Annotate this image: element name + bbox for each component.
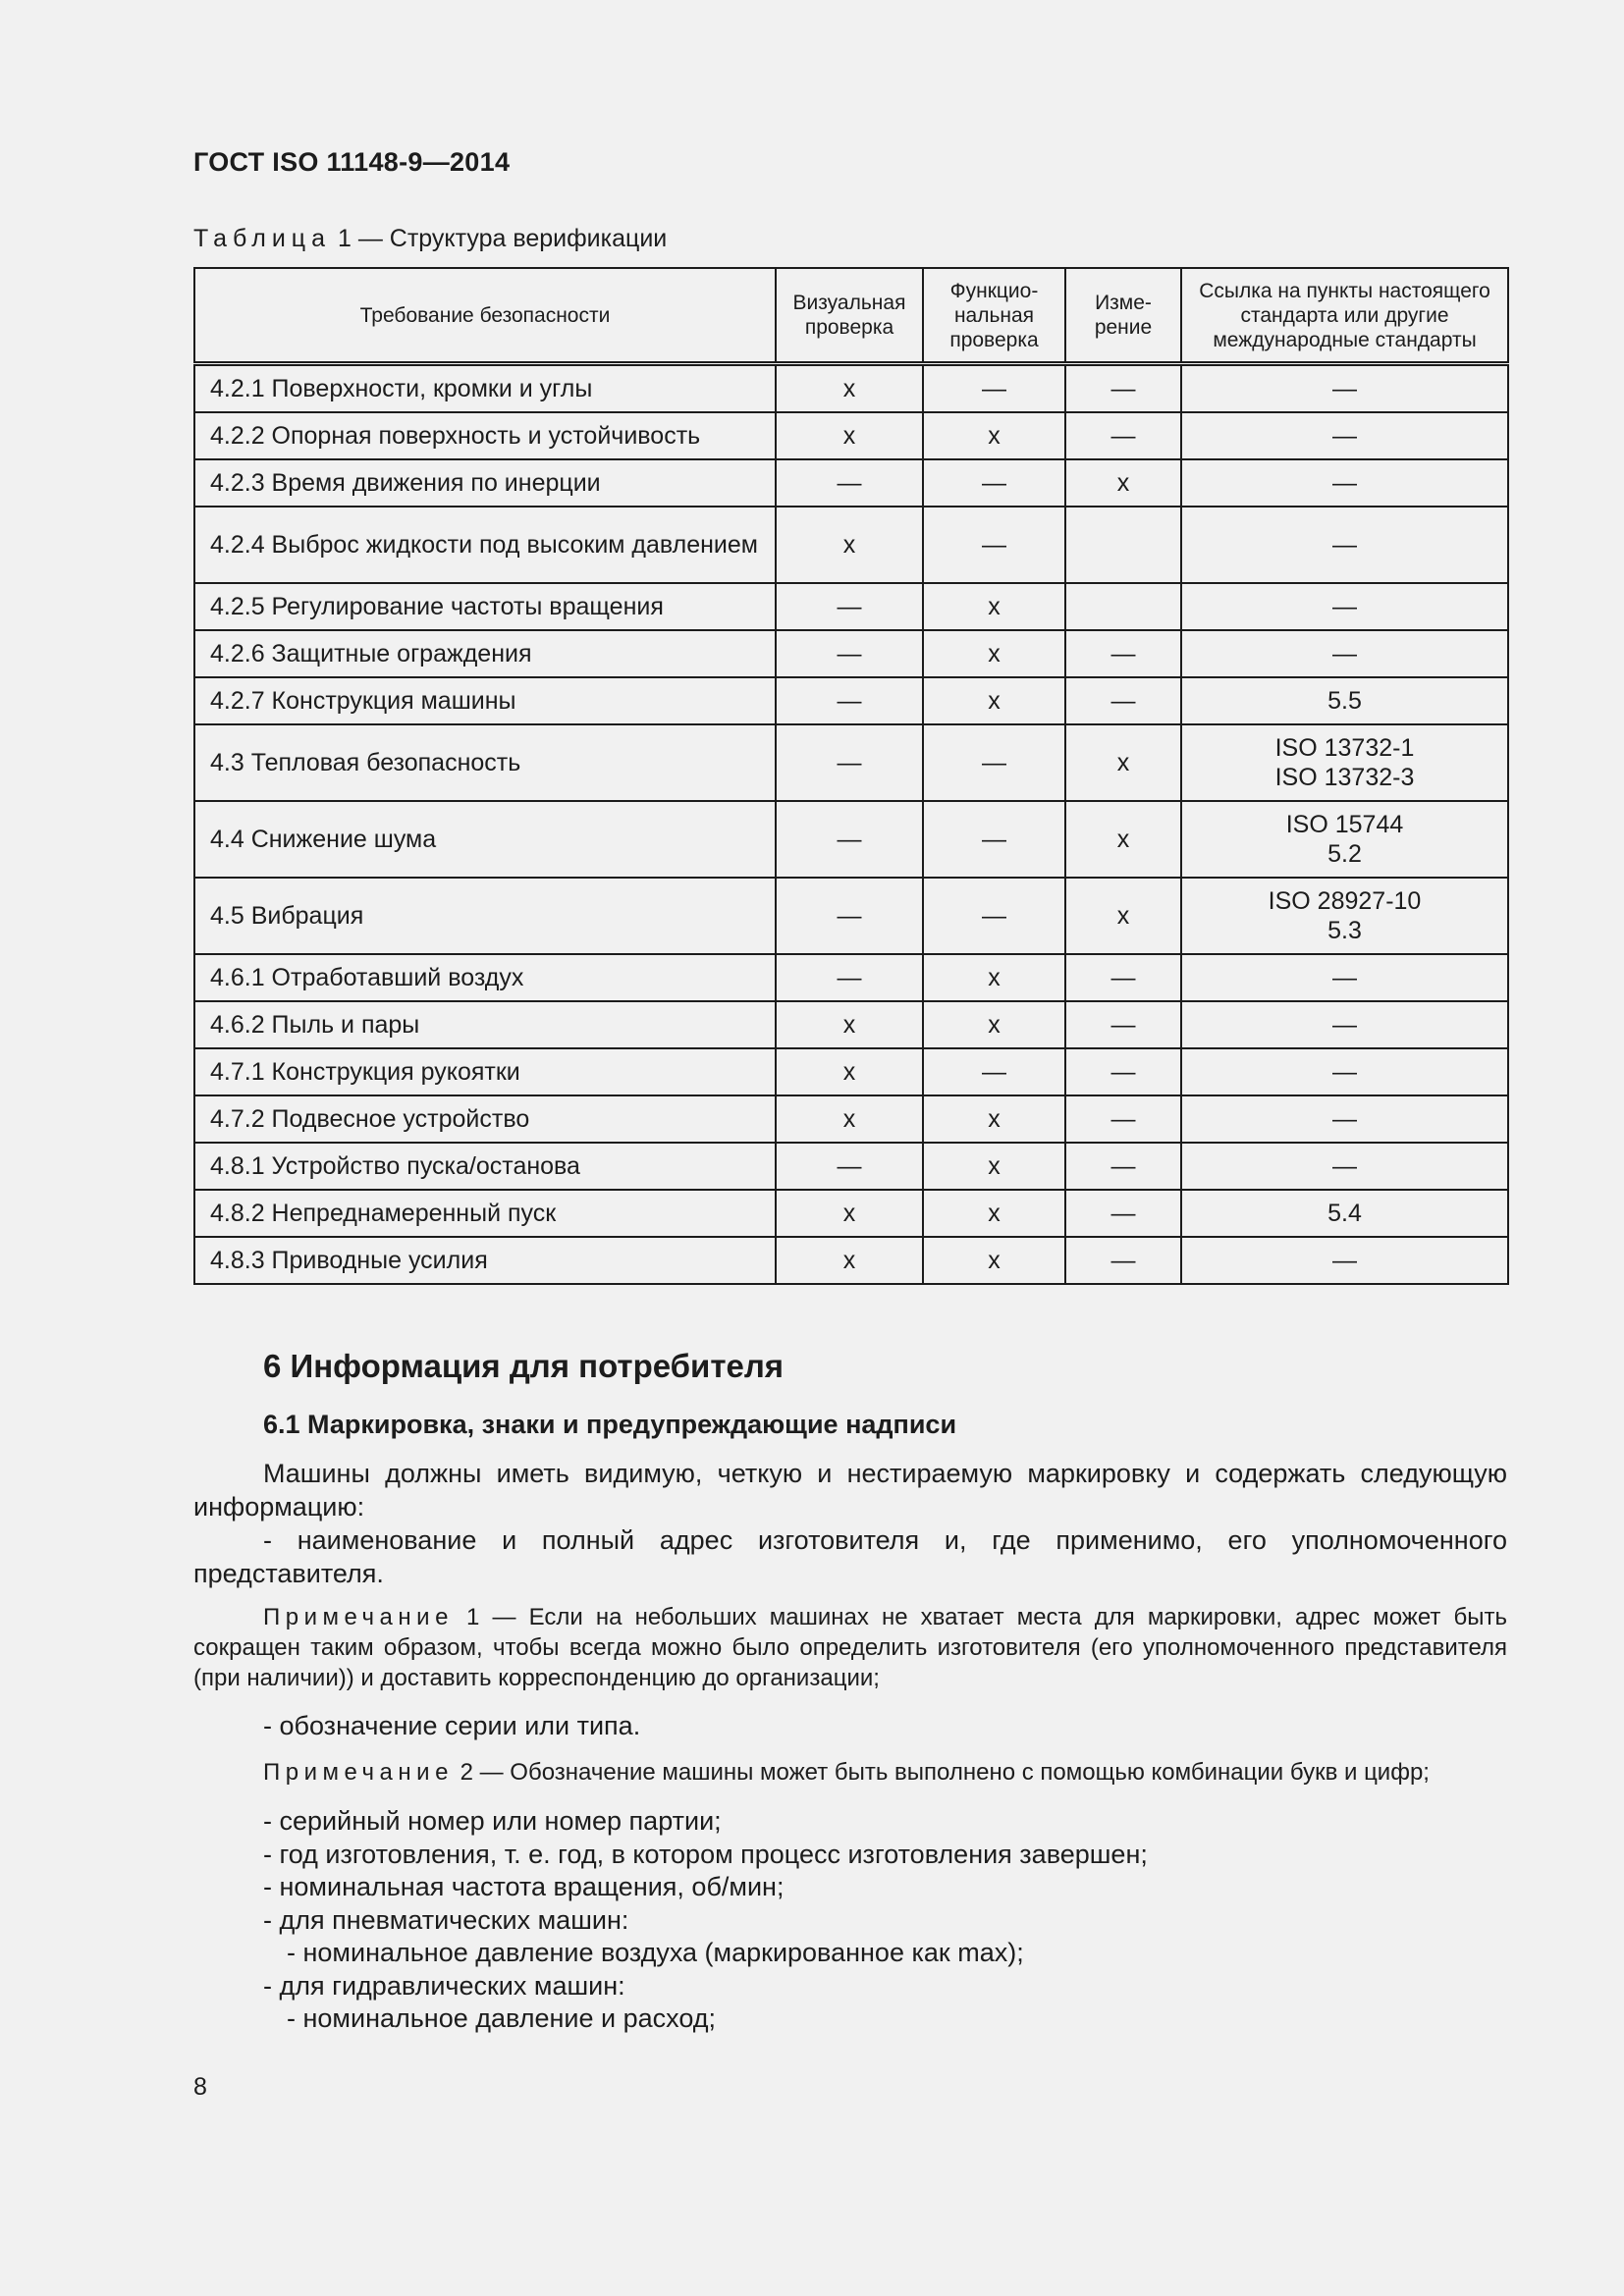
section-title: 6 Информация для потребителя <box>263 1348 785 1384</box>
page-number: 8 <box>193 2073 207 2101</box>
subsection-title: 6.1 Маркировка, знаки и предупреждающие надписи <box>263 1410 957 1439</box>
reference-line: ISO 15744 <box>1285 811 1404 838</box>
cell-functional: x <box>923 1001 1065 1048</box>
table-row <box>194 583 1508 630</box>
col-header-reference: Ссылка на пункты настоящего стандарта или другие международные стандарты <box>1181 268 1508 364</box>
cell-reference <box>1181 630 1508 677</box>
cell-measurement: — <box>1065 630 1181 677</box>
cell-measurement: — <box>1065 1237 1181 1284</box>
reference-line: — <box>1332 1247 1357 1274</box>
table-row <box>194 507 1508 583</box>
cell-reference <box>1181 583 1508 630</box>
cell-visual: — <box>776 583 923 630</box>
cell-measurement: — <box>1065 1190 1181 1237</box>
cell-requirement: 4.2.6 Защитные ограждения <box>194 630 776 677</box>
cell-visual: — <box>776 724 923 801</box>
cell-reference <box>1181 1048 1508 1095</box>
table-row <box>194 878 1508 954</box>
cell-reference <box>1181 1190 1508 1237</box>
cell-measurement: — <box>1065 1001 1181 1048</box>
cell-measurement: x <box>1065 801 1181 878</box>
table-header-row <box>194 268 1508 364</box>
cell-functional: x <box>923 1143 1065 1190</box>
note-2-text: 2 — Обозначение машины может быть выполнено с помощью комбинации букв и цифр; <box>453 1759 1430 1786</box>
cell-functional: x <box>923 583 1065 630</box>
cell-measurement: x <box>1065 878 1181 954</box>
cell-visual: — <box>776 459 923 507</box>
reference-line: — <box>1332 964 1357 991</box>
note-2 <box>263 1757 1507 1788</box>
cell-functional: x <box>923 677 1065 724</box>
table-row <box>194 954 1508 1001</box>
cell-requirement: 4.6.2 Пыль и пары <box>194 1001 776 1048</box>
cell-requirement: 4.8.3 Приводные усилия <box>194 1237 776 1284</box>
paragraph-intro: Машины должны иметь видимую, четкую и нестираемую маркировку и содержать следующую информацию: <box>193 1459 1507 1522</box>
reference-line: — <box>1332 1152 1357 1180</box>
cell-functional: — <box>923 801 1065 878</box>
note-2-label: Примечание <box>263 1759 454 1786</box>
table-row <box>194 1095 1508 1143</box>
cell-visual: — <box>776 801 923 878</box>
cell-functional: x <box>923 1237 1065 1284</box>
table-row <box>194 630 1508 677</box>
reference-line: 5.2 <box>1327 840 1362 868</box>
reference-line: — <box>1332 375 1357 402</box>
list-item: - год изготовления, т. е. год, в котором процесс изготовления завершен; <box>263 1840 1148 1869</box>
cell-functional: x <box>923 412 1065 459</box>
list-subitem: - номинальное давление и расход; <box>287 2003 717 2033</box>
cell-requirement: 4.8.2 Непреднамеренный пуск <box>194 1190 776 1237</box>
table-row <box>194 1001 1508 1048</box>
col-header-visual: Визуальная проверка <box>776 268 923 364</box>
table-caption-label: Таблица <box>193 225 332 252</box>
cell-functional: x <box>923 1095 1065 1143</box>
cell-measurement <box>1065 507 1181 583</box>
cell-visual: x <box>776 364 923 413</box>
cell-requirement: 4.3 Тепловая безопасность <box>194 724 776 801</box>
cell-functional: — <box>923 364 1065 413</box>
cell-reference <box>1181 724 1508 801</box>
cell-reference <box>1181 954 1508 1001</box>
list-item-series: - обозначение серии или типа. <box>263 1711 641 1740</box>
cell-requirement: 4.7.1 Конструкция рукоятки <box>194 1048 776 1095</box>
cell-measurement: — <box>1065 677 1181 724</box>
list-item: - для гидравлических машин: <box>263 1971 625 2001</box>
table-caption-text: 1 — Структура верификации <box>331 225 668 252</box>
table-row <box>194 412 1508 459</box>
cell-requirement: 4.2.2 Опорная поверхность и устойчивость <box>194 412 776 459</box>
cell-reference <box>1181 1001 1508 1048</box>
table-row <box>194 724 1508 801</box>
table-body <box>194 364 1508 1285</box>
cell-visual: x <box>776 507 923 583</box>
cell-requirement: 4.2.5 Регулирование частоты вращения <box>194 583 776 630</box>
cell-reference <box>1181 1143 1508 1190</box>
cell-requirement: 4.2.7 Конструкция машины <box>194 677 776 724</box>
cell-functional: — <box>923 507 1065 583</box>
cell-functional: — <box>923 1048 1065 1095</box>
cell-visual: — <box>776 1143 923 1190</box>
cell-measurement: x <box>1065 459 1181 507</box>
list-item: - номинальная частота вращения, об/мин; <box>263 1872 785 1901</box>
note-1 <box>193 1602 1507 1693</box>
cell-reference <box>1181 459 1508 507</box>
cell-visual: x <box>776 412 923 459</box>
reference-line: 5.3 <box>1327 917 1362 944</box>
cell-measurement: — <box>1065 1048 1181 1095</box>
cell-requirement: 4.7.2 Подвесное устройство <box>194 1095 776 1143</box>
col-header-measurement: Изме- рение <box>1065 268 1181 364</box>
cell-visual: — <box>776 878 923 954</box>
cell-measurement <box>1065 583 1181 630</box>
col-header-functional: Функцио- нальная проверка <box>923 268 1065 364</box>
table-row <box>194 1143 1508 1190</box>
cell-visual: x <box>776 1048 923 1095</box>
cell-functional: x <box>923 630 1065 677</box>
cell-visual: — <box>776 630 923 677</box>
table-caption <box>193 225 667 253</box>
note-1-text: 1 — Если на небольших машинах не хватает места для маркировки, адрес может быть сокращен таким образом, чтобы всегда можно было определить изготовителя (его уполномоченного представителя (при наличии)) и доставить корреспонденцию до организации; <box>193 1604 1507 1691</box>
table-row <box>194 1190 1508 1237</box>
cell-functional: x <box>923 954 1065 1001</box>
table-row <box>194 801 1508 878</box>
cell-measurement: — <box>1065 1095 1181 1143</box>
cell-requirement: 4.4 Снижение шума <box>194 801 776 878</box>
note-1-label: Примечание <box>263 1604 454 1630</box>
reference-line: — <box>1332 1011 1357 1039</box>
cell-measurement: — <box>1065 1143 1181 1190</box>
reference-line: — <box>1332 1058 1357 1086</box>
cell-reference <box>1181 507 1508 583</box>
reference-line: ISO 13732-1 <box>1274 734 1415 762</box>
cell-visual: x <box>776 1190 923 1237</box>
cell-requirement: 4.2.1 Поверхности, кромки и углы <box>194 364 776 413</box>
cell-requirement: 4.5 Вибрация <box>194 878 776 954</box>
reference-line: — <box>1332 1105 1357 1133</box>
cell-measurement: — <box>1065 364 1181 413</box>
list-subitem: - номинальное давление воздуха (маркированное как max); <box>287 1938 1024 1967</box>
document-header: ГОСТ ISO 11148-9—2014 <box>193 147 511 177</box>
table-row <box>194 364 1508 413</box>
cell-reference <box>1181 801 1508 878</box>
cell-reference <box>1181 412 1508 459</box>
cell-requirement: 4.2.4 Выброс жидкости под высоким давлением <box>194 507 776 583</box>
cell-functional: — <box>923 724 1065 801</box>
cell-requirement: 4.8.1 Устройство пуска/останова <box>194 1143 776 1190</box>
cell-visual: — <box>776 954 923 1001</box>
table-row <box>194 1237 1508 1284</box>
cell-reference <box>1181 364 1508 413</box>
col-header-requirement: Требование безопасности <box>194 268 776 364</box>
cell-requirement: 4.2.3 Время движения по инерции <box>194 459 776 507</box>
reference-line: — <box>1332 422 1357 450</box>
cell-visual: x <box>776 1237 923 1284</box>
cell-functional: x <box>923 1190 1065 1237</box>
cell-functional: — <box>923 459 1065 507</box>
cell-visual: x <box>776 1001 923 1048</box>
cell-requirement: 4.6.1 Отработавший воздух <box>194 954 776 1001</box>
reference-line: 5.5 <box>1327 687 1362 715</box>
reference-line: — <box>1332 593 1357 620</box>
cell-reference <box>1181 677 1508 724</box>
cell-measurement: — <box>1065 412 1181 459</box>
table-row <box>194 1048 1508 1095</box>
reference-line: 5.4 <box>1327 1200 1362 1227</box>
verification-table <box>193 267 1509 1285</box>
cell-reference <box>1181 1237 1508 1284</box>
reference-line: — <box>1332 469 1357 497</box>
cell-reference <box>1181 1095 1508 1143</box>
cell-reference <box>1181 878 1508 954</box>
list-item: - для пневматических машин: <box>263 1905 629 1935</box>
reference-line: — <box>1332 640 1357 667</box>
paragraph-manufacturer: - наименование и полный адрес изготовителя и, где применимо, его уполномоченного представителя. <box>193 1525 1507 1588</box>
table-row <box>194 677 1508 724</box>
table-row <box>194 459 1508 507</box>
reference-line: ISO 28927-10 <box>1268 887 1422 915</box>
cell-functional: — <box>923 878 1065 954</box>
reference-line: ISO 13732-3 <box>1274 764 1415 791</box>
list-item: - серийный номер или номер партии; <box>263 1806 722 1836</box>
cell-visual: — <box>776 677 923 724</box>
cell-visual: x <box>776 1095 923 1143</box>
reference-line: — <box>1332 531 1357 559</box>
cell-measurement: — <box>1065 954 1181 1001</box>
cell-measurement: x <box>1065 724 1181 801</box>
